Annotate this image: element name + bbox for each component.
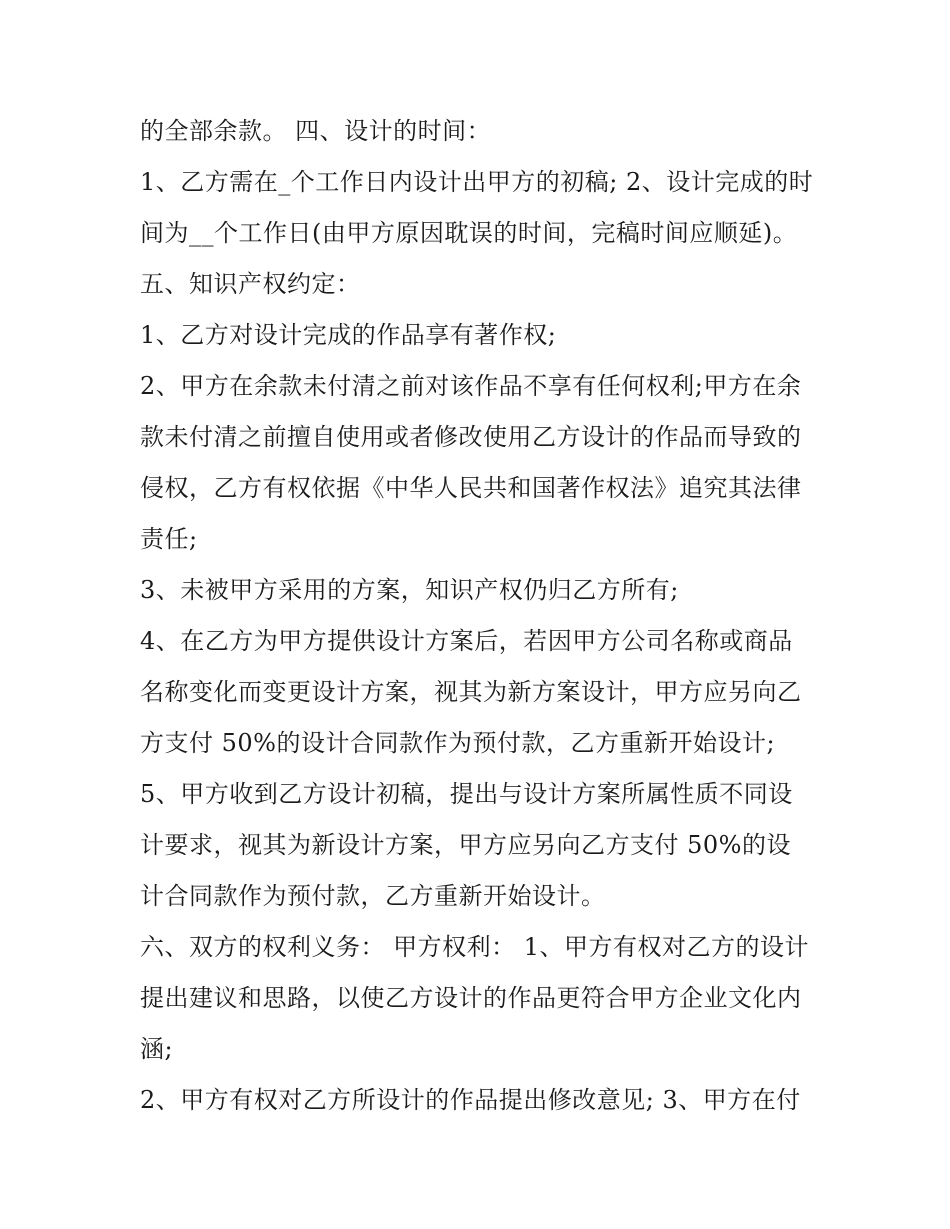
- text-line-1: 的全部余款。 四、设计的时间：: [140, 117, 492, 145]
- text-line-13: 方支付 50%的设计合同款作为预付款，乙方重新开始设计;: [140, 729, 776, 757]
- text-line-9: 责任;: [140, 525, 198, 553]
- text-line-3: 间为__个工作日(由甲方原因耽误的时间，完稿时间应顺延)。: [140, 219, 798, 247]
- text-line-6: 2、甲方在余款未付清之前对该作品不享有任何权利;甲方在余: [140, 372, 802, 400]
- text-line-15: 计要求，视其为新设计方案，甲方应另向乙方支付 50%的设: [140, 831, 791, 859]
- text-line-2: 1、乙方需在_个工作日内设计出甲方的初稿; 2、设计完成的时: [140, 168, 814, 196]
- document-body: [140, 106, 820, 1126]
- text-line-11: 4、在乙方为甲方提供设计方案后，若因甲方公司名称或商品: [140, 627, 793, 655]
- section-heading-rights: 六、双方的权利义务： 甲方权利： 1、甲方有权对乙方的设计: [140, 933, 810, 961]
- text-line-14: 5、甲方收到乙方设计初稿，提出与设计方案所属性质不同设: [140, 780, 793, 808]
- text-line-18: 提出建议和思路，以使乙方设计的作品更符合甲方企业文化内: [140, 984, 802, 1012]
- section-heading-ip: 五、知识产权约定：: [140, 270, 361, 298]
- text-line-16: 计合同款作为预付款，乙方重新开始设计。: [140, 882, 606, 910]
- text-line-19: 涵;: [140, 1035, 174, 1063]
- text-line-10: 3、未被甲方采用的方案，知识产权仍归乙方所有;: [140, 576, 679, 604]
- text-line-12: 名称变化而变更设计方案，视其为新方案设计，甲方应另向乙: [140, 678, 802, 706]
- text-line-8: 侵权，乙方有权依据《中华人民共和国著作权法》追究其法律: [140, 474, 802, 502]
- text-line-7: 款未付清之前擅自使用或者修改使用乙方设计的作品而导致的: [140, 423, 802, 451]
- text-line-5: 1、乙方对设计完成的作品享有著作权;: [140, 321, 557, 349]
- text-line-20: 2、甲方有权对乙方所设计的作品提出修改意见; 3、甲方在付: [140, 1086, 801, 1114]
